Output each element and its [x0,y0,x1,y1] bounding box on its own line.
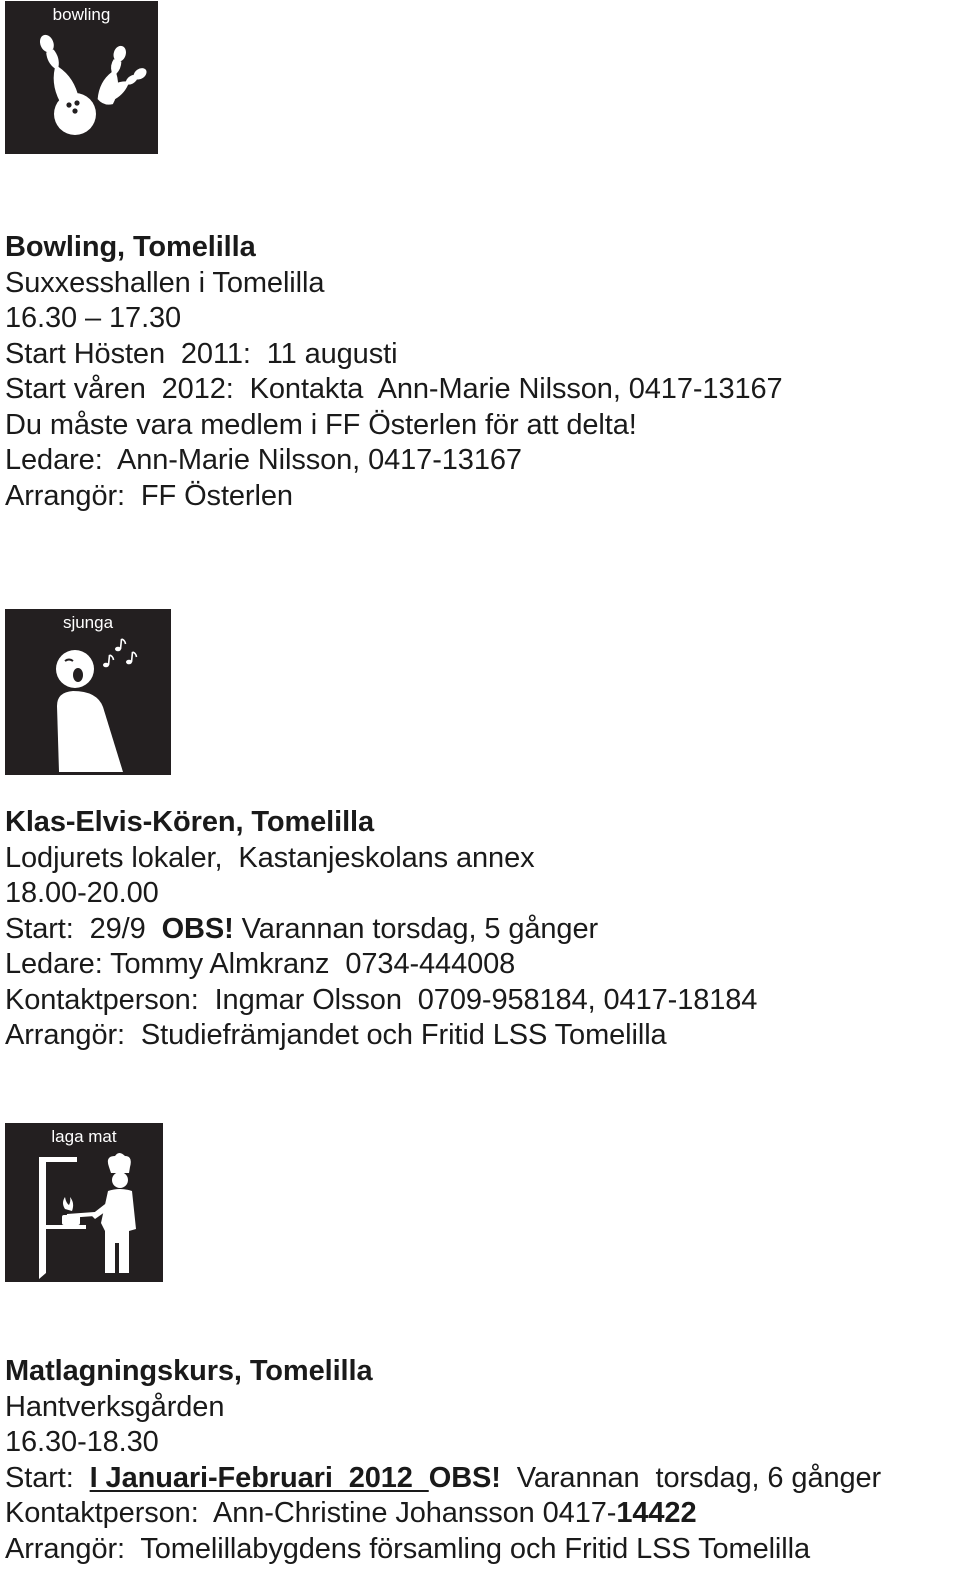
activity-cooking [5,1354,955,1567]
activity-leader: Ledare: Tommy Almkranz 0734-444008 [5,948,516,980]
start-label: Start: [5,1461,90,1494]
activity-start [5,912,955,948]
start-schedule: Varannan torsdag, 6 gånger [500,1461,882,1494]
activity-bowling [5,230,955,514]
activity-time: 18.00-20.00 [5,877,159,909]
activity-time: 16.30 – 17.30 [5,302,182,334]
obs-note: OBS! [428,1461,501,1494]
bowling-pictogram [5,1,158,154]
activity-title: Klas-Elvis-Kören, Tomelilla [5,806,375,838]
activity-title: Bowling, Tomelilla [5,231,256,263]
start-period: I Januari-Februari 2012 [89,1461,429,1494]
start-schedule: Varannan torsdag, 5 gånger [233,912,599,945]
cooking-pictogram [5,1123,163,1282]
activity-time: 16.30-18.30 [5,1426,159,1458]
start-label: Start: 29/9 [5,912,162,945]
activity-organizer: Arrangör: Tomelillabygdens församling och Fritid LSS Tomelilla [5,1532,810,1565]
activity-venue: Suxxesshallen i Tomelilla [5,266,325,299]
bowling-icon [5,1,158,154]
activity-contact: Kontaktperson: Ingmar Olsson 0709-958184, 0417-18184 [5,983,758,1016]
obs-note: OBS! [161,912,234,945]
activity-membership: Du måste vara medlem i FF Österlen för att delta! [5,408,637,441]
activity-leader: Ledare: Ann-Marie Nilsson, 0417-13167 [5,444,522,476]
pictogram-label: bowling [52,5,111,24]
activity-venue: Hantverksgården [5,1390,225,1423]
activity-start-spring: Start våren 2012: Kontakta Ann-Marie Nilsson, 0417-13167 [5,373,783,405]
activity-title: Matlagningskurs, Tomelilla [5,1355,373,1387]
activity-start-autumn: Start Hösten 2011: 11 augusti [5,337,398,370]
activity-choir [5,805,955,1054]
singing-pictogram [5,609,171,775]
activity-organizer: Arrangör: Studiefrämjandet och Fritid LSS Tomelilla [5,1019,667,1051]
pictogram-label: laga mat [51,1127,117,1146]
activity-organizer: Arrangör: FF Österlen [5,479,293,512]
contact-label: Kontaktperson: Ann-Christine Johansson 0417- [5,1497,617,1529]
singing-icon [5,609,171,775]
activity-venue: Lodjurets lokaler, Kastanjeskolans annex [5,841,535,874]
cooking-icon [5,1123,163,1282]
activity-contact [5,1496,955,1532]
activity-start [5,1461,955,1497]
pictogram-label: sjunga [62,613,114,632]
contact-number: 14422 [616,1497,697,1529]
